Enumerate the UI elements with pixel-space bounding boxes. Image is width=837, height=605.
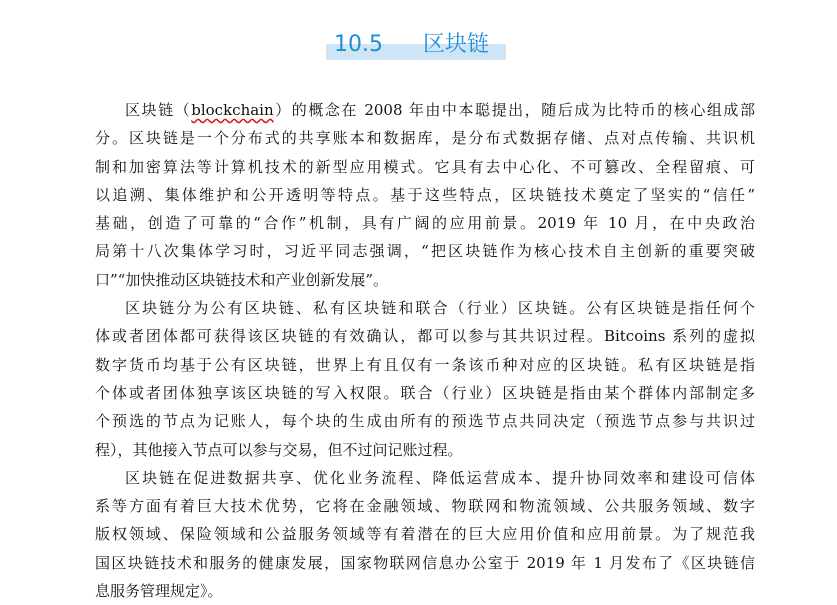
body-text: [95, 96, 755, 605]
text-line: [95, 96, 755, 124]
text-line: 口”“加快推动区块链技术和产业创新发展”。: [95, 270, 389, 289]
text-line: 制和加密算法等计算机技术的新型应用模式。它具有去中心化、不可篡改、全程留痕、可: [95, 157, 755, 176]
spellcheck-word: blockchain: [191, 101, 274, 119]
text-fragment: ）的概念在 2008 年由中本聪提出，随后成为比特币的核心组成部: [273, 101, 755, 119]
heading-text: [334, 30, 489, 60]
text-line: 程），其他接入节点可以参与交易，但不过问记账过程。: [95, 440, 463, 459]
text-line: 体或者团体都可获得该区块链的有效确认，都可以参与其共识过程。Bitcoins 系列的虚拟: [95, 327, 755, 346]
text-line: 国区块链技术和服务的健康发展，国家物联网信息办公室于 2019 年 1 月发布了《区块链信: [95, 553, 755, 572]
section-title: 区块链: [422, 32, 489, 57]
text-line: 区块链在促进数据共享、优化业务流程、降低运营成本、提升协同效率和建设可信体: [125, 468, 755, 487]
section-heading: [326, 30, 506, 60]
text-line: 数字货币均基于公有区块链，世界上有且仅有一条该币种对应的区块链。私有区块链是指: [95, 355, 755, 374]
text-line: 系等方面有着巨大技术优势，它将在金融领域、物联网和物流领域、公共服务领域、数字: [95, 497, 755, 516]
section-number: 10.5: [334, 32, 383, 57]
text-line: 个预选的节点为记账人，每个块的生成由所有的预选节点共同决定（预选节点参与共识过: [95, 412, 755, 431]
text-line: 分。区块链是一个分布式的共享账本和数据库，是分布式数据存储、点对点传输、共识机: [95, 129, 755, 148]
text-fragment: 区块链（: [125, 101, 192, 119]
text-line: 个体或者团体独享该区块链的写入权限。联合（行业）区块链是指由某个群体内部制定多: [95, 383, 755, 402]
text-line: 息服务管理规定》。: [95, 582, 223, 601]
text-line: 版权领域、保险领域和公益服务领域等有着潜在的巨大应用价值和应用前景。为了规范我: [95, 525, 755, 544]
text-line: 基础，创造了可靠的“合作”机制，具有广阔的应用前景。2019 年 10 月，在中央政治: [95, 214, 755, 233]
text-line: 区块链分为公有区块链、私有区块链和联合（行业）区块链。公有区块链是指任何个: [125, 299, 755, 318]
text-line: 局第十八次集体学习时，习近平同志强调，“把区块链作为核心技术自主创新的重要突破: [95, 242, 755, 261]
text-line: 以追溯、集体维护和公开透明等特点。基于这些特点，区块链技术奠定了坚实的“信任”: [95, 185, 755, 204]
